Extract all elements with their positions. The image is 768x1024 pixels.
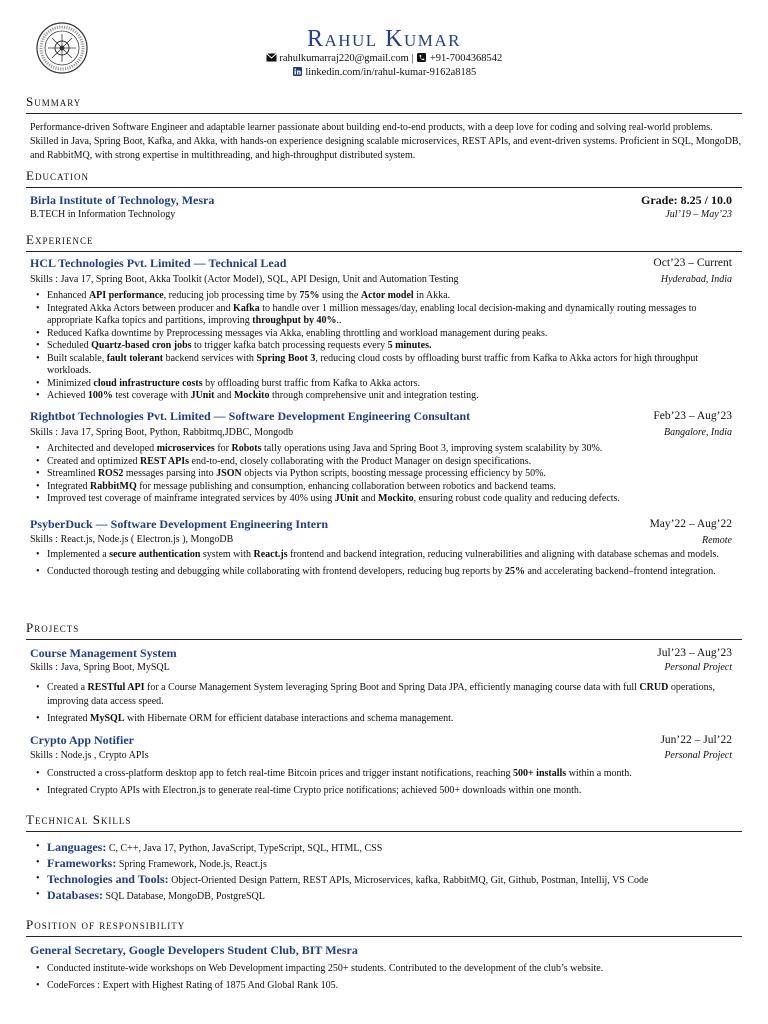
experience-dates-psyberduck: May’22 – Aug’22 bbox=[649, 518, 732, 530]
list-item: • Constructed a cross-platform desktop app to fetch real-time Bitcoin prices and trigger instant notifications, reaching 500+ installs within a month. bbox=[30, 767, 738, 781]
bullet-list-rightbot bbox=[30, 443, 738, 506]
section-divider bbox=[26, 251, 742, 252]
project-skills-crypto: Skills : Node.js , Crypto APIs bbox=[30, 750, 149, 761]
contact-line bbox=[0, 52, 768, 66]
bullet-list-psyberduck bbox=[30, 548, 738, 582]
list-item: • Architected and developed microservices for Robots tally operations using Java and Spring Boot 3, improving system scalability by 30%. bbox=[30, 443, 738, 456]
list-item: • Integrated Akka Actors between producer and Kafka to handle over 1 million messages/day, enabling local decision-making and dynamically routing messages to appropriate Kafka topics and partitions, improving throughput by 40%.. bbox=[30, 303, 738, 328]
email-link[interactable]: rahulkumarraj220@gmail.com bbox=[279, 53, 409, 64]
bullet-list-course bbox=[30, 681, 738, 729]
experience-skills-rightbot: Skills : Java 17, Spring Boot, Python, Rabbitmq,JDBC, Mongodb bbox=[30, 427, 294, 438]
experience-location-psyberduck: Remote bbox=[702, 535, 732, 546]
education-dates: Jul’19 – May’23 bbox=[665, 209, 732, 220]
section-divider bbox=[26, 936, 742, 937]
skill-frameworks: • Frameworks: Spring Framework, Node.js, React.js bbox=[30, 856, 738, 872]
experience-title-psyberduck: PsyberDuck — Software Development Engineering Intern bbox=[30, 517, 329, 531]
section-experience-title: Experience bbox=[26, 232, 94, 247]
list-item: • Conducted thorough testing and debugging while collaborating with frontend developers, reducing bug reports by 25% and accelerating backend–frontend integration. bbox=[30, 565, 738, 579]
resume-header bbox=[0, 26, 768, 80]
bullet-list-hcl bbox=[30, 290, 738, 403]
bullet-list-position bbox=[30, 962, 738, 996]
candidate-name: Rahul Kumar bbox=[306, 26, 462, 52]
skill-databases: • Databases: SQL Database, MongoDB, PostgreSQL bbox=[30, 888, 738, 904]
list-item: • Conducted institute-wide workshops on Web Development impacting 250+ students. Contributed to the development of the club’s website. bbox=[30, 962, 738, 976]
experience-location-rightbot: Bangalore, India bbox=[664, 427, 732, 438]
section-divider bbox=[26, 639, 742, 640]
section-position-title: Position of responsibility bbox=[26, 917, 186, 932]
project-skills-course: Skills : Java, Spring Boot, MySQL bbox=[30, 662, 170, 673]
list-item: • Integrated Crypto APIs with Electron.js to generate real-time Crypto price notifications; achieved 500+ downloads within one month. bbox=[30, 784, 738, 798]
project-title-crypto: Crypto App Notifier bbox=[30, 733, 134, 747]
linkedin-link[interactable]: linkedin.com/in/rahul-kumar-9162a8185 bbox=[305, 67, 477, 78]
project-type-crypto: Personal Project bbox=[664, 750, 732, 761]
linkedin-line bbox=[0, 66, 768, 80]
section-divider bbox=[26, 831, 742, 832]
skill-technologies: • Technologies and Tools: Object-Oriented Design Pattern, REST APIs, Microservices, kafka, RabbitMQ, Git, Github, Postman, Intellij, VS Code bbox=[30, 872, 738, 888]
phone-icon bbox=[416, 53, 427, 62]
experience-location-hcl: Hyderabad, India bbox=[660, 274, 732, 285]
education-school: Birla Institute of Technology, Mesra bbox=[30, 193, 215, 207]
list-item: • Integrated RabbitMQ for message publishing and consumption, enhancing collaboration between robotics and backend teams. bbox=[30, 481, 738, 494]
list-item: • Implemented a secure authentication system with React.js frontend and backend integration, reducing vulnerabilities and aligning with database schemas and models. bbox=[30, 548, 738, 562]
list-item: • CodeForces : Expert with Highest Rating of 1875 And Global Rank 105. bbox=[30, 979, 738, 993]
experience-skills-hcl: Skills : Java 17, Spring Boot, Akka Toolkit (Actor Model), SQL, API Design, Unit and Automation Testing bbox=[30, 274, 459, 285]
experience-title-hcl: HCL Technologies Pvt. Limited — Technical Lead bbox=[30, 256, 287, 270]
list-item: • Integrated MySQL with Hibernate ORM for efficient database interactions and schema management. bbox=[30, 712, 738, 726]
section-skills-title: Technical Skills bbox=[26, 812, 132, 827]
skills-list bbox=[30, 840, 738, 904]
phone-number[interactable]: +91-7004368542 bbox=[429, 53, 503, 64]
list-item: • Minimized cloud infrastructure costs by offloading burst traffic from Kafka to Akka actors. bbox=[30, 378, 738, 391]
project-dates-course: Jul’23 – Aug’23 bbox=[657, 647, 732, 659]
list-item: • Streamlined ROS2 messages parsing into JSON objects via Python scripts, boosting message processing efficiency by 50%. bbox=[30, 468, 738, 481]
list-item: • Improved test coverage of mainframe integrated services by 40% using JUnit and Mockito, ensuring robust code quality and reducing defects. bbox=[30, 493, 738, 506]
project-dates-crypto: Jun’22 – Jul’22 bbox=[660, 734, 732, 746]
list-item: • Achieved 100% test coverage with JUnit and Mockito through comprehensive unit and integration testing. bbox=[30, 390, 738, 403]
list-item: • Enhanced API performance, reducing job processing time by 75% using the Actor model in Akka. bbox=[30, 290, 738, 303]
list-item: • Built scalable, fault tolerant backend services with Spring Boot 3, reducing cloud costs by offloading burst traffic from Kafka to Akka actors for high throughput workloads. bbox=[30, 353, 738, 378]
list-item: • Reduced Kafka downtime by Preprocessing messages via Akka, enabling throttling and workload management during peaks. bbox=[30, 328, 738, 341]
education-grade: Grade: 8.25 / 10.0 bbox=[641, 193, 732, 207]
experience-dates-hcl: Oct’23 – Current bbox=[653, 257, 732, 269]
list-item: • Scheduled Quartz-based cron jobs to trigger kafka batch processing requests every 5 minutes. bbox=[30, 340, 738, 353]
project-title-course: Course Management System bbox=[30, 646, 177, 660]
section-projects-title: Projects bbox=[26, 620, 80, 635]
experience-skills-psyberduck: Skills : React.js, Node.js ( Electron.js ), MongoDB bbox=[30, 534, 234, 545]
bullet-list-crypto bbox=[30, 767, 738, 801]
linkedin-icon bbox=[292, 67, 303, 76]
experience-title-rightbot: Rightbot Technologies Pvt. Limited — Software Development Engineering Consultant bbox=[30, 409, 471, 423]
position-title: General Secretary, Google Developers Student Club, BIT Mesra bbox=[30, 943, 358, 957]
education-degree: B.TECH in Information Technology bbox=[30, 209, 176, 220]
project-type-course: Personal Project bbox=[664, 662, 732, 673]
contact-separator: | bbox=[411, 53, 414, 64]
summary-text: Performance-driven Software Engineer and adaptable learner passionate about building end-to-end products, with a deep love for coding and solving real-world problems. Skilled in Java, Spring Boot, Kafka, and Akka, with hands-on experience designing scalable microservices, REST APIs, and event-driven systems. Proficient in SQL, MongoDB, and RabbitMQ, with strong expertise in multithreading, and high-throughput distributed system. bbox=[30, 122, 742, 161]
envelope-icon bbox=[266, 53, 277, 62]
experience-dates-rightbot: Feb’23 – Aug’23 bbox=[653, 410, 732, 422]
section-divider bbox=[26, 187, 742, 188]
list-item: • Created a RESTful API for a Course Management System leveraging Spring Boot and Spring Data JPA, efficiently managing course data with full CRUD operations, improving data access speed. bbox=[30, 681, 738, 709]
section-education-title: Education bbox=[26, 168, 89, 183]
skill-languages: • Languages: C, C++, Java 17, Python, JavaScript, TypeScript, SQL, HTML, CSS bbox=[30, 840, 738, 856]
list-item: • Created and optimized REST APIs end-to-end, closely collaborating with the Product Manager on design specifications. bbox=[30, 456, 738, 469]
section-divider bbox=[26, 113, 742, 114]
section-summary-title: Summary bbox=[26, 94, 82, 109]
